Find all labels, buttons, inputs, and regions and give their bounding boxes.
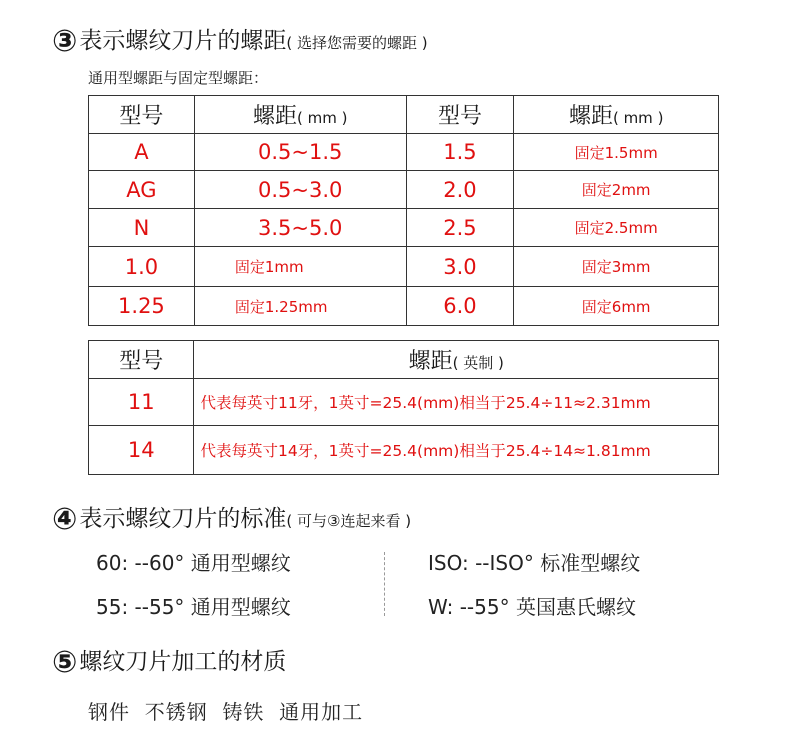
pitch-cell: 固定2.5mm (514, 209, 719, 247)
model-cell: N (89, 209, 195, 247)
pitch-cell: 固定1.5mm (514, 134, 719, 171)
pitch-cell: 固定1mm (194, 247, 406, 287)
standard-item: W: --55° 英国惠氏螺纹 (428, 595, 636, 619)
pitch-table-metric (88, 95, 719, 326)
column-divider (384, 552, 385, 616)
model-cell: 14 (89, 426, 194, 475)
model-cell: 1.25 (89, 287, 195, 326)
header-pitch: 螺距( 英制 ) (194, 341, 719, 379)
model-cell: AG (89, 171, 195, 209)
header-pitch-2: 螺距( mm ) (514, 96, 719, 134)
model-cell: 2.0 (406, 171, 514, 209)
pitch-cell: 固定6mm (514, 287, 719, 326)
table-row (89, 426, 719, 475)
section3-subtitle: 通用型螺距与固定型螺距： (88, 69, 269, 87)
table-row (89, 209, 719, 247)
header-unit-1: ( mm ) (296, 109, 348, 127)
section5-title: 螺纹刀片加工的材质 (79, 649, 287, 675)
section3-title: 表示螺纹刀片的螺距 (79, 28, 287, 54)
table-row (89, 379, 719, 426)
model-cell: 1.0 (89, 247, 195, 287)
model-cell: 1.5 (406, 134, 514, 171)
header-unit-2: ( mm ) (612, 109, 664, 127)
pitch-cell: 固定1.25mm (194, 287, 406, 326)
standard-item: ISO: --ISO° 标准型螺纹 (428, 551, 641, 575)
section3-number: ③ (52, 24, 78, 59)
pitch-cell: 固定3mm (514, 247, 719, 287)
model-cell: 6.0 (406, 287, 514, 326)
description-cell: 代表每英寸11牙，1英寸=25.4(mm)相当于25.4÷11≈2.31mm (194, 379, 719, 426)
model-cell: 2.5 (406, 209, 514, 247)
standard-item: 60: --60° 通用型螺纹 (96, 551, 291, 575)
header-model-2: 型号 (406, 96, 514, 134)
materials-list: 钢件 不锈钢 铸铁 通用加工 (88, 700, 364, 724)
model-cell: 11 (89, 379, 194, 426)
section3-note: ( 选择您需要的螺距 ) (286, 34, 428, 52)
pitch-cell: 0.5~1.5 (194, 134, 406, 171)
section4-number: ④ (52, 502, 78, 537)
header-model: 型号 (89, 341, 194, 379)
header-pitch-1: 螺距( mm ) (194, 96, 406, 134)
pitch-table-imperial (88, 340, 719, 475)
section4-note: ( 可与③连起来看 ) (286, 512, 412, 530)
table-row (89, 171, 719, 209)
section3-heading (52, 22, 428, 59)
section4-title: 表示螺纹刀片的标准 (79, 506, 287, 532)
standard-item: 55: --55° 通用型螺纹 (96, 595, 291, 619)
pitch-cell: 3.5~5.0 (194, 209, 406, 247)
section5-number: ⑤ (52, 645, 78, 680)
section5-heading (52, 643, 286, 680)
description-cell: 代表每英寸14牙，1英寸=25.4(mm)相当于25.4÷14≈1.81mm (194, 426, 719, 475)
pitch-cell: 固定2mm (514, 171, 719, 209)
model-cell: 3.0 (406, 247, 514, 287)
table-row (89, 134, 719, 171)
table-header-row (89, 96, 719, 134)
table-header-row (89, 341, 719, 379)
table-row (89, 287, 719, 326)
header-model-1: 型号 (89, 96, 195, 134)
pitch-cell: 0.5~3.0 (194, 171, 406, 209)
section4-heading (52, 500, 411, 537)
header-unit: ( 英制 ) (452, 354, 504, 372)
model-cell: A (89, 134, 195, 171)
table-row (89, 247, 719, 287)
